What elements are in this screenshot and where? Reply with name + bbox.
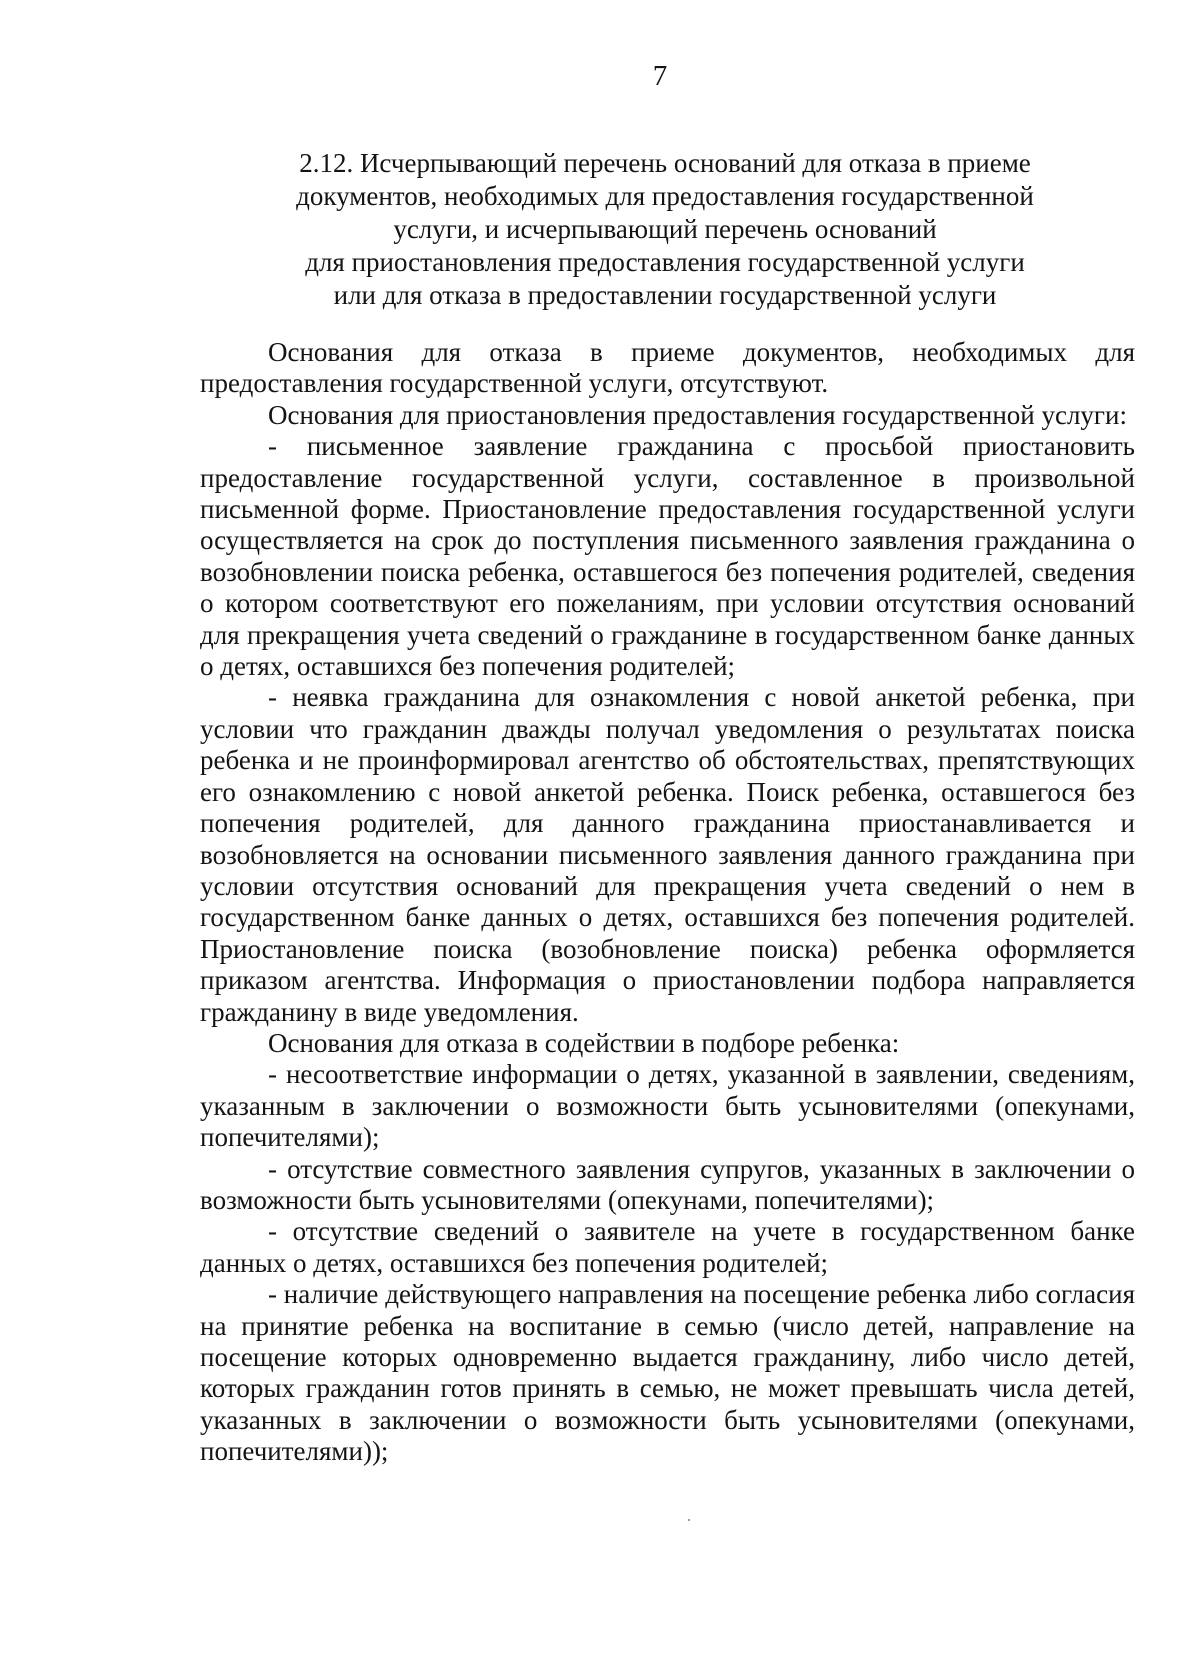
page-number: 7 [652,60,668,92]
heading-line: услуги, и исчерпывающий перечень оснований [393,214,937,244]
paragraph-suspension-grounds: Основания для приостановления предоставления государственной услуги: [268,399,1127,430]
list-item-mismatch: - несоответствие информации о детях, указанной в заявлении, сведениям, указанным в заключении о возможности быть усыновителями (опекунами, попечителями); [200,1059,1135,1153]
heading-line: документов, необходимых для предоставления государственной [296,181,1034,211]
heading-line: 2.12. Исчерпывающий перечень оснований для отказа в приеме [299,148,1031,178]
list-item-active-referral: - наличие действующего направления на посещение ребенка либо согласия на принятие ребенка на воспитание в семью (число детей, направление на посещение которых одновременно выдается гражданину, либо число детей, которых гражданин готов принять в семью, не может превышать числа детей, указанных в заключении о возможности быть усыновителями (опекунами, попечителями)); [200,1279,1135,1467]
heading-line: или для отказа в предоставлении государственной услуги [333,280,997,310]
scan-artifact [688,1519,690,1521]
paragraph-refusal-acceptance: Основания для отказа в приеме документов, необходимых для предоставления государственной услуги, отсутствуют. [200,337,1135,399]
list-item-no-show: - неявка гражданина для ознакомления с новой анкетой ребенка, при условии что гражданин дважды получал уведомления о результатах поиска ребенка и не проинформировал агентство об обстоятельствах, препятствующих его ознакомлению с новой анкетой ребенка. Поиск ребенка, оставшегося без попечения родителей, для данного гражданина приостанавливается и возобновляется на основании письменного заявления данного гражданина при условии отсутствия оснований для прекращения учета сведений о нем в государственном банке данных о детях, оставшихся без попечения родителей. Приостановление поиска (возобновление поиска) ребенка оформляется приказом агентства. Информация о приостановлении подбора направляется гражданину в виде уведомления. [200,682,1135,1027]
heading-line: для приостановления предоставления государственной услуги [305,247,1025,277]
paragraph-refusal-selection: Основания для отказа в содействии в подборе ребенка: [268,1027,900,1058]
section-heading [215,147,1115,312]
document-body [200,337,1135,1468]
list-item-written-request: - письменное заявление гражданина с просьбой приостановить предоставление государственной услуги, составленное в произвольной письменной форме. Приостановление предоставления государственной услуги осуществляется на срок до поступления письменного заявления гражданина о возобновлении поиска ребенка, оставшегося без попечения родителей, сведения о котором соответствуют его пожеланиям, при условии отсутствия оснований для прекращения учета сведений о гражданине в государственном банке данных о детях, оставшихся без попечения родителей; [200,431,1135,682]
list-item-no-joint-application: - отсутствие совместного заявления супругов, указанных в заключении о возможности быть усыновителями (опекунами, попечителями); [200,1153,1135,1215]
list-item-not-registered: - отсутствие сведений о заявителе на учете в государственном банке данных о детях, оставшихся без попечения родителей; [200,1216,1135,1278]
